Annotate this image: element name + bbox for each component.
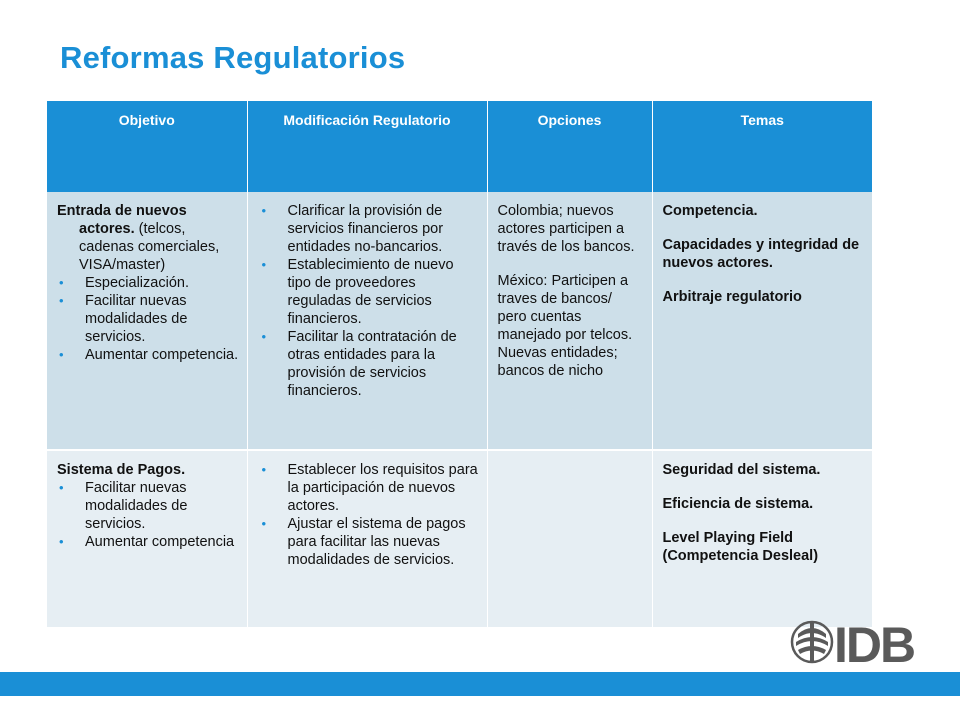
regulatory-reforms-table <box>47 101 872 629</box>
theme-text: Arbitraje regulatorio <box>662 289 802 305</box>
theme-text: Capacidades y integridad de nuevos actores. <box>662 237 860 271</box>
list-item <box>258 202 479 256</box>
list-item <box>57 479 239 533</box>
list-item <box>258 461 479 515</box>
bullet-text: Ajustar el sistema de pagos para facilitar las nuevas modalidades de servicios. <box>287 516 466 568</box>
modification-bullets <box>258 202 479 400</box>
footer-bar <box>0 672 960 696</box>
modification-bullets <box>258 461 479 569</box>
bullet-icon: • <box>261 516 267 531</box>
bullet-icon: • <box>261 257 267 272</box>
cell-modificacion <box>247 450 487 628</box>
bullet-text: Facilitar nuevas modalidades de servicios. <box>85 480 188 532</box>
objective-lead-rest: (telcos, cadenas comerciales, VISA/master) <box>79 221 220 273</box>
objective-lead-bold: Sistema de Pagos. <box>57 462 186 478</box>
globe-emblem-icon <box>792 622 832 662</box>
list-item <box>258 256 479 328</box>
option-text: México: Participen a traves de bancos/ pero cuentas manejado por telcos. Nuevas entidades; bancos de nicho <box>497 273 633 379</box>
bullet-icon: • <box>261 203 267 218</box>
theme-text: Seguridad del sistema. <box>662 462 821 478</box>
table-header-row <box>47 101 872 192</box>
cell-temas <box>652 450 872 628</box>
bullet-icon: • <box>59 275 64 290</box>
cell-objetivo <box>47 450 247 628</box>
header-opciones: Opciones <box>487 101 652 192</box>
bullet-text: Aumentar competencia. <box>85 347 239 363</box>
option-text: Colombia; nuevos actores participen a través de los bancos. <box>497 203 635 255</box>
theme-text: Eficiencia de sistema. <box>662 496 814 512</box>
slide-title: Reformas Regulatorios <box>60 40 406 75</box>
theme-text: Level Playing Field (Competencia Desleal) <box>662 530 819 564</box>
cell-opciones <box>487 450 652 628</box>
list-item <box>57 274 239 292</box>
list-item <box>258 515 479 569</box>
bullet-text: Clarificar la provisión de servicios financieros por entidades no-bancarios. <box>287 203 444 255</box>
logo-text: IDB <box>834 617 915 668</box>
list-item <box>258 328 479 400</box>
header-objetivo: Objetivo <box>47 101 247 192</box>
objective-lead-bold: Entrada de nuevos actores. <box>57 203 187 237</box>
theme-text: Competencia. <box>662 203 758 219</box>
bullet-text: Establecimiento de nuevo tipo de proveedores reguladas de servicios financieros. <box>287 257 454 327</box>
cell-modificacion <box>247 192 487 450</box>
bullet-text: Facilitar nuevas modalidades de servicios. <box>85 293 188 345</box>
bullet-text: Especialización. <box>85 275 189 291</box>
bullet-icon: • <box>59 293 64 308</box>
objective-bullets <box>57 274 239 364</box>
bullet-text: Aumentar competencia <box>85 534 235 550</box>
list-item <box>57 292 239 346</box>
list-item <box>57 533 239 551</box>
table-row <box>47 192 872 450</box>
idb-logo <box>790 612 930 668</box>
bullet-icon: • <box>261 462 267 477</box>
bullet-text: Establecer los requisitos para la participación de nuevos actores. <box>287 462 478 514</box>
objective-bullets <box>57 479 239 551</box>
objective-lead <box>57 202 239 274</box>
bullet-text: Facilitar la contratación de otras entidades para la provisión de servicios financieros. <box>287 329 457 399</box>
header-modificacion: Modificación Regulatorio <box>247 101 487 192</box>
header-temas: Temas <box>652 101 872 192</box>
cell-temas <box>652 192 872 450</box>
bullet-icon: • <box>59 534 64 549</box>
list-item <box>57 346 239 364</box>
table-row <box>47 450 872 628</box>
objective-lead <box>57 461 239 479</box>
cell-opciones <box>487 192 652 450</box>
bullet-icon: • <box>261 329 267 344</box>
bullet-icon: • <box>59 480 64 495</box>
cell-objetivo <box>47 192 247 450</box>
bullet-icon: • <box>59 347 64 362</box>
